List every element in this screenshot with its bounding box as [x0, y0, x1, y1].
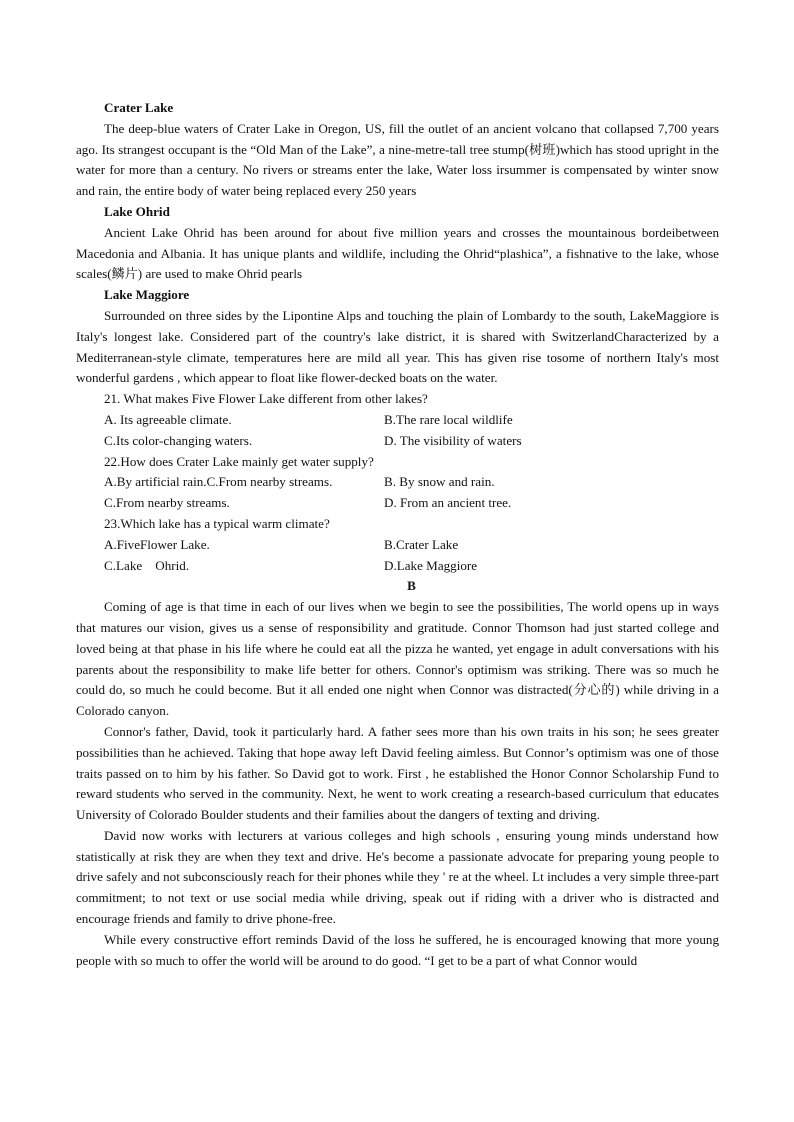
option-c: C.Lake Ohrid. — [104, 557, 190, 573]
option-d: D.Lake Maggiore — [384, 557, 478, 573]
option-d: D. From an ancient tree. — [384, 495, 512, 511]
option-b: B. By snow and rain. — [384, 474, 495, 490]
lake-paragraph-maggiore: Surrounded on three sides by the Lipontine Alps and touching the plain of Lombardy to the south, LakeMaggiore is Italy's longest lake. Considered part of the country's lake district, it is shared with SwitzerlandCharacterized by a Mediterranean-style climate, temperatures here are mild all year. This has given rise tosome of northern Italy's most wonderful gardens , which appear to float like flower-decked boats on the water. — [76, 307, 719, 386]
question-23-options-row-2 — [76, 556, 719, 577]
option-c: C.From nearby streams. — [104, 495, 230, 511]
lake-heading-crater: Crater Lake — [104, 100, 174, 115]
question-22-options-row-2 — [76, 493, 719, 514]
option-a: A.FiveFlower Lake. — [104, 536, 210, 552]
question-23: 23.Which lake has a typical warm climate? — [104, 515, 330, 531]
lake-heading-ohrid: Lake Ohrid — [104, 203, 170, 219]
question-22-options-row-1 — [76, 472, 719, 493]
option-a: A.By artificial rain.C.From nearby streams. — [104, 474, 333, 490]
option-d: D. The visibility of waters — [384, 432, 522, 448]
question-22: 22.How does Crater Lake mainly get water supply? — [104, 453, 374, 469]
question-21-options-row-1 — [76, 410, 719, 431]
question-21: 21. What makes Five Flower Lake different from other lakes? — [104, 391, 428, 407]
lake-paragraph-crater: The deep-blue waters of Crater Lake in Oregon, US, fill the outlet of an ancient volcano that collapsed 7,700 years ago. Its strangest occupant is the “Old Man of the Lake”, a nine-metre-tall tree stump(树班)which has stood upright in the water for more than a century. No rivers or streams enter the lake, Water loss irsummer is compensated by winter snow and rain, the entire body of water being replaced every 250 years — [76, 120, 719, 199]
option-b: B.Crater Lake — [384, 536, 459, 552]
question-21-options-row-2 — [76, 431, 719, 452]
passage-b-paragraph-3: David now works with lecturers at various colleges and high schools , ensuring young minds understand how statistically at risk they are when they text and drive. He's become a passionate advocate for preparing young people to drive safely and not subconsciously reach for their phones while they ' re at the wheel. Lt includes a very simple three-part commitment; to not text or use social media while driving, speak out if riding with a driver who is distracted and encourage friends and family to drive phone-free. — [76, 827, 719, 927]
section-label-b: B — [407, 578, 416, 594]
passage-b-paragraph-1: Coming of age is that time in each of our lives when we begin to see the possibilities, The world opens up in ways that matures our vision, gives us a sense of responsibility and gratitude. Connor Thomson had just started college and loved being at that phase in his life where he could eat all the pizza he wanted, yet engage in adult conversations with his parents about the responsibility to make life better for others. Connor's optimism was striking. There was so much he could do, so much he could become. But it all ended one night when Connor was distracted(分心的) while driving in a Colorado canyon. — [76, 599, 719, 719]
passage-b-paragraph-4: While every constructive effort reminds David of the loss he suffered, he is encouraged knowing that more young people with so much to offer the world will be around to do good. “I get to be a part of what Connor would — [76, 931, 719, 968]
lake-paragraph-ohrid: Ancient Lake Ohrid has been around for about five million years and crosses the mountainous bordeibetween Macedonia and Albania. It has unique plants and wildlife, including the Ohrid“plashica”, a fishnative to the lake, whose scales(鳞片) are used to make Ohrid pearls — [76, 224, 719, 282]
option-a: A. Its agreeable climate. — [104, 411, 232, 427]
option-c: C.Its color-changing waters. — [104, 432, 253, 448]
option-b: B.The rare local wildlife — [384, 411, 513, 427]
document-page — [76, 98, 719, 971]
passage-b-paragraph-2: Connor's father, David, took it particularly hard. A father sees more than his own traits in his son; he sees greater possibilities than he achieved. Taking that hope away left David feeling aimless. But Connor’s optimism was one of those traits passed on to him by his father. So David got to work. First , he established the Honor Connor Scholarship Fund to reward students who served in the community. Next, he went to work creating a research-based curriculum that educates University of Colorado Boulder students and their families about the dangers of texting and driving. — [76, 723, 719, 823]
lake-heading-maggiore: Lake Maggiore — [104, 287, 190, 303]
question-23-options-row-1 — [76, 535, 719, 556]
